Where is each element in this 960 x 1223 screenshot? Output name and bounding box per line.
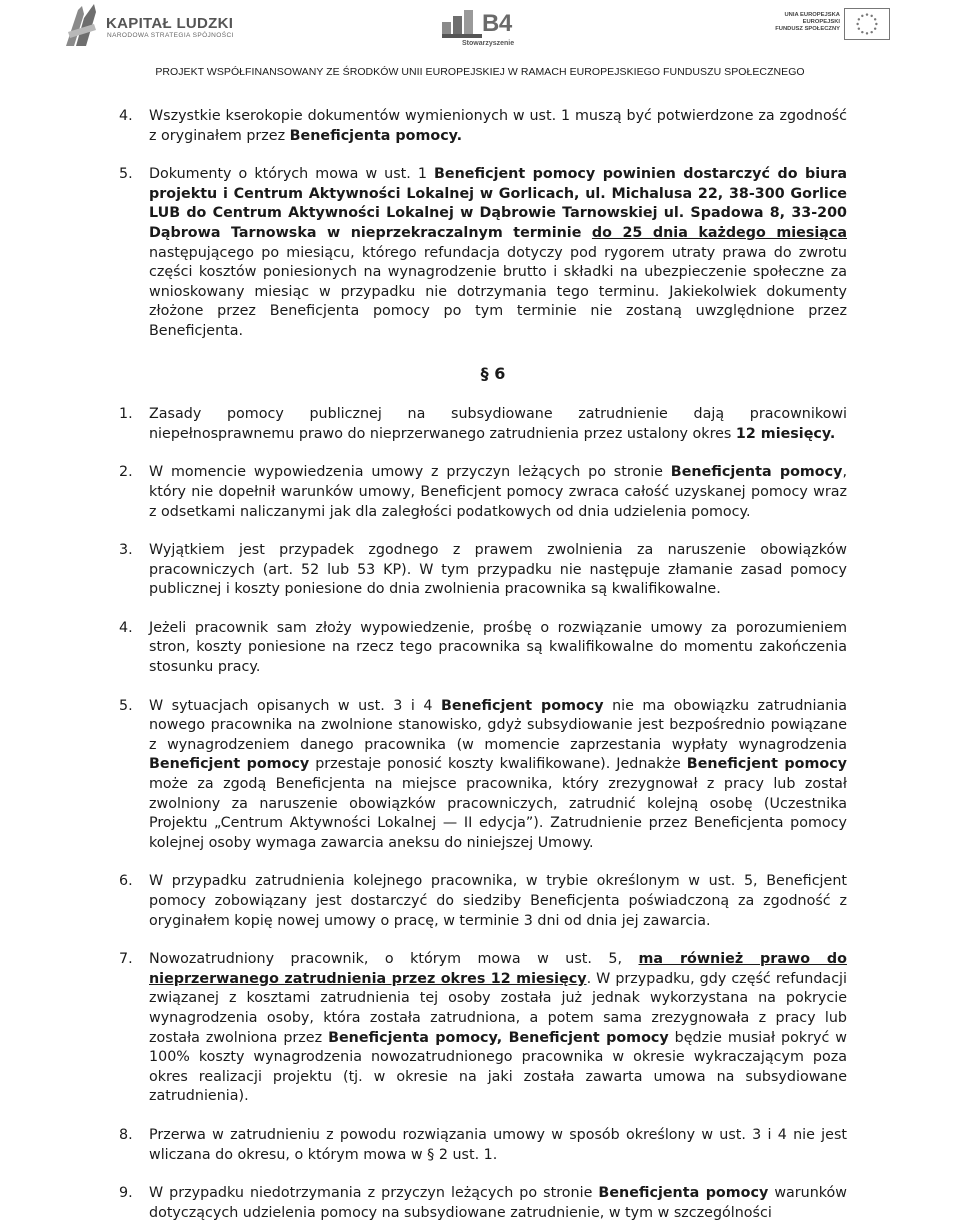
text-run: warunków dotyczących udzielenia pomocy na subsydiowane zatrudnienie, w tym w szczególności [149, 1185, 847, 1221]
eu-logo-line3: FUNDUSZ SPOŁECZNY [775, 26, 840, 33]
text-run: może za zgodą Beneficjenta na miejsce pracownika, który zrezygnował z pracy lub został zwolniony za naruszenie obowiązków pracowniczych, zatrudnić kolejną osobę (Uczestnika Projektu „Centrum Aktywności Lokalnej — II edycja”). Zatrudnienie przez Beneficjenta pomocy kolejnej osoby wymaga zawarcia aneksu do niniejszej Umowy. [149, 776, 847, 851]
emphasis-text: Beneficjenta pomocy [598, 1185, 769, 1202]
list-item-text [149, 951, 847, 1104]
b4-subtitle: Stowarzyszenie [462, 40, 515, 47]
text-run: Jeżeli pracownik sam złoży wypowiedzenie, prośbę o rozwiązanie umowy za porozumieniem stron, koszty poniesione na rzecz tego pracownika są kwalifikowalne do momentu zakończenia stosunku pracy. [149, 619, 847, 676]
eu-logo-text [768, 12, 840, 34]
eu-flag-icon [844, 8, 890, 40]
list-item-text [149, 464, 847, 519]
kapital-ludzki-subtitle: NARODOWA STRATEGIA SPÓJNOŚCI [107, 32, 234, 39]
text-run: Nowozatrudniony pracownik, o którym mowa w ust. 5, [149, 951, 639, 968]
text-run: Wszystkie kserokopie dokumentów wymienionych w ust. 1 muszą być potwierdzone za zgodność z oryginałem przez [149, 108, 847, 144]
eu-logo [768, 8, 892, 44]
emphasis-text: ma również prawo do nieprzerwanego zatrudnienia przez okres 12 miesięcy [149, 951, 847, 987]
emphasis-text: Beneficjent pomocy powinien dostarczyć do biura projektu i Centrum Aktywności Lokalnej w Gorlicach, ul. Michalusa 22, 38-300 Gorlice LUB do Centrum Aktywności Lokalnej w Dąbrowie Tarnowskiej ul. Spadowa 8, 33-200 Dąbrowa Tarnowska w nieprzekraczalnym terminie [149, 166, 847, 241]
list-item-text [149, 873, 847, 928]
list-item-number: 3. [119, 542, 133, 559]
list-item [119, 697, 847, 854]
top-list [119, 107, 847, 342]
eu-logo-line1: UNIA EUROPEJSKA [784, 12, 840, 18]
emphasis-text: 12 miesięcy. [735, 425, 836, 442]
list-item [119, 463, 847, 522]
emphasis-text: Beneficjenta pomocy. [289, 127, 463, 144]
b4-logo [440, 8, 530, 48]
text-run: W przypadku niedotrzymania z przyczyn leżących po stronie [149, 1185, 599, 1202]
emphasis-text: do 25 dnia każdego miesiąca [591, 224, 847, 241]
document-body [119, 107, 847, 1223]
list-item-number: 6. [119, 873, 133, 890]
text-run: Zasady pomocy publicznej na subsydiowane zatrudnienie dają pracownikowi niepełnosprawnemu prawo do nieprzerwanego zatrudnienia przez ustalony okres [149, 406, 847, 442]
b4-title: B4 [482, 10, 512, 37]
list-item-text [149, 166, 847, 339]
list-item-number: 4. [119, 619, 133, 636]
list-item-number: 4. [119, 108, 133, 124]
list-item-text [149, 542, 847, 597]
list-item-text [149, 698, 847, 851]
text-run: . W przypadku, gdy część refundacji związanej z kosztami zatrudnienia tej osoby została już jednak wykorzystana na pokrycie wynagrodzenia osoby, która została zatrudniona, a potem sama zrezygnowała z pracy lub została zwolniona przez [149, 970, 847, 1046]
kapital-ludzki-logo [64, 2, 264, 50]
kapital-ludzki-title: KAPITAŁ LUDZKI [106, 15, 234, 32]
list-item [119, 950, 847, 1107]
emphasis-text: Beneficjenta pomocy, Beneficjent pomocy [328, 1029, 669, 1046]
list-item [119, 619, 847, 678]
list-item [119, 165, 847, 341]
page-header [0, 0, 960, 84]
list-item-text [149, 620, 847, 675]
text-run: W momencie wypowiedzenia umowy z przyczyn leżących po stronie [149, 464, 671, 481]
section-list [119, 405, 847, 1223]
text-run: Dokumenty o których mowa w ust. 1 [149, 166, 435, 183]
emphasis-text: Beneficjent pomocy [440, 697, 604, 714]
list-item [119, 541, 847, 600]
text-run: Przerwa w zatrudnieniu z powodu rozwiązania umowy w sposób określony w ust. 3 i 4 nie jest wliczana do okresu, o którym mowa w § 2 ust. 1. [149, 1126, 847, 1163]
text-run: przestaje ponosić koszty kwalifikowane). Jednakże [309, 756, 687, 773]
list-item-number: 1. [119, 406, 133, 423]
text-run: W sytuacjach opisanych w ust. 3 i 4 [149, 697, 441, 714]
project-banner: PROJEKT WSPÓŁFINANSOWANY ZE ŚRODKÓW UNII EUROPEJSKIEJ W RAMACH EUROPEJSKIEGO FUNDUSZU SPOŁECZNEGO [155, 66, 805, 78]
list-item [119, 1184, 847, 1223]
list-item-text [149, 406, 847, 442]
emphasis-text: Beneficjent pomocy [149, 756, 310, 773]
text-run: nie ma obowiązku zatrudniania nowego pracownika na zwolnione stanowisko, gdyż subsydiowanie jest bezpośrednio powiązane z wynagrodzeniem danego pracownika (w momencie zaprzestania wypłaty wynagrodzenia [149, 697, 847, 753]
list-item-number: 5. [119, 697, 133, 714]
list-item [119, 405, 847, 444]
eu-logo-line2: EUROPEJSKI [802, 19, 840, 26]
text-run: będzie musiał pokryć w 100% koszty wynagrodzenia nowozatrudnionego pracownika w okresie wykraczającym poza okres realizacji projektu (tj. w okresie na jaki została zawarta umowa na subsydiowane zatrudnienia). [149, 1029, 847, 1105]
list-item-number: 2. [119, 464, 133, 481]
list-item-text [149, 108, 847, 144]
list-item [119, 107, 847, 146]
kapital-ludzki-emblem-icon [64, 2, 98, 48]
section-heading: § 6 [480, 363, 506, 383]
list-item-number: 9. [119, 1185, 133, 1202]
list-item [119, 872, 847, 931]
text-run: Wyjątkiem jest przypadek zgodnego z prawem zwolnienia za naruszenie obowiązków pracowniczych (art. 52 lub 53 KP). W tym przypadku nie następuje złamanie zasad pomocy publicznej i koszty poniesione do dnia zwolnienia pracownika są kwalifikowalne. [149, 542, 847, 598]
emphasis-text: Beneficjenta pomocy [670, 464, 843, 481]
list-item-number: 8. [119, 1126, 133, 1143]
list-item-text [149, 1127, 847, 1163]
list-item [119, 1126, 847, 1165]
text-run: W przypadku zatrudnienia kolejnego pracownika, w trybie określonym w ust. 5, Beneficjent pomocy zobowiązany jest dostarczyć do siedziby Beneficjenta poświadczoną za zgodność z oryginałem kopię nowej umowy o pracę, w terminie 3 dni od dnia jej zawarcia. [149, 873, 847, 929]
text-run: , który nie dopełnił warunków umowy, Beneficjent pomocy zwraca całość uzyskanej pomocy wraz z odsetkami naliczanymi jak dla zaległości podatkowych od dnia udzielenia pomocy. [149, 464, 847, 520]
emphasis-text: Beneficjent pomocy [686, 756, 847, 773]
list-item-number: 7. [119, 951, 133, 968]
list-item-number: 5. [119, 166, 133, 183]
text-run: następującego po miesiącu, którego refundacja dotyczy pod rygorem utraty prawa do zwrotu części kosztów poniesionych na wynagrodzenie brutto i składki na ubezpieczenie społeczne za wnioskowany miesiąc w przypadku nie dotrzymania tego terminu. Jakiekolwiek dokumenty złożone przez Beneficjenta pomocy po tym terminie nie zostaną uwzględnione przez Beneficjenta. [149, 244, 847, 339]
b4-emblem-icon [440, 8, 484, 40]
list-item-text [149, 1185, 847, 1221]
